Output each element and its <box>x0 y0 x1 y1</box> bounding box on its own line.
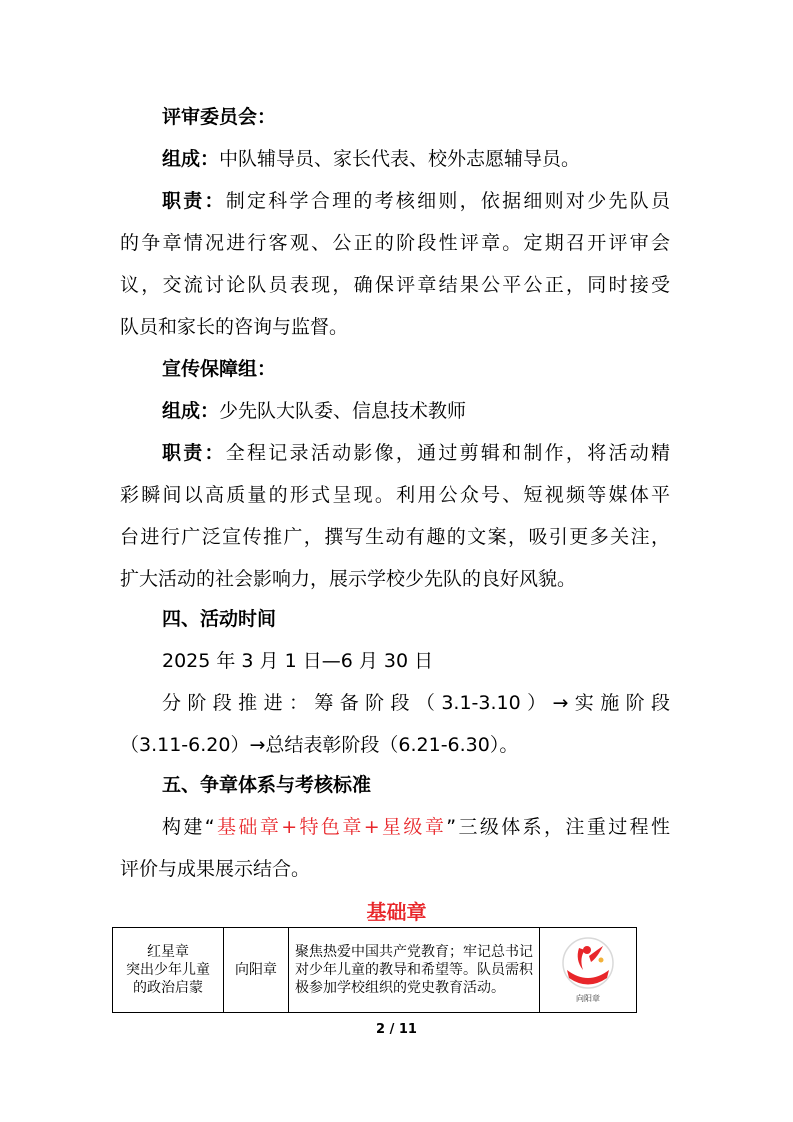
table-title: 基础章 <box>366 900 427 924</box>
table-row <box>113 928 637 1013</box>
badge-description: 聚焦热爱中国共产党教育；牢记总书记对少年儿童的教导和希望等。队员需积极参加学校组织的党史教育活动。 <box>295 944 533 996</box>
committee-duty-line-2: 的争章情况进行客观、公正的阶段性评章。定期召开评审会 <box>120 232 670 254</box>
page-number: 2 / 11 <box>376 1022 417 1037</box>
section4-heading: 四、活动时间 <box>162 608 277 630</box>
publicity-duty-text: 全程记录活动影像，通过剪辑和制作，将活动精 <box>225 442 670 464</box>
badge-category-line-2: 突出少年儿童 <box>126 962 210 978</box>
committee-members-text: 中队辅导员、家长代表、校外志愿辅导员。 <box>219 148 581 170</box>
publicity-members <box>162 398 466 424</box>
section5-heading: 五、争章体系与考核标准 <box>162 774 372 796</box>
section5-intro-highlight: 基础章+特色章+星级章 <box>214 816 447 838</box>
badge-emblem-icon <box>557 936 619 994</box>
committee-duty-line-3: 议，交流讨论队员表现，确保评章结果公平公正，同时接受 <box>120 274 670 296</box>
badge-category-cell <box>113 928 224 1013</box>
section4-date: 2025 年 3 月 1 日—6 月 30 日 <box>162 650 434 672</box>
committee-members <box>162 146 580 172</box>
badge-category-line-3: 的政治启蒙 <box>133 980 203 996</box>
publicity-members-text: 少先队大队委、信息技术教师 <box>219 400 467 422</box>
publicity-duty-line-2: 彩瞬间以高质量的形式呈现。利用公众号、短视频等媒体平 <box>120 484 670 506</box>
section5-intro-line-1 <box>162 814 670 840</box>
badge-description-cell <box>289 928 540 1013</box>
section4-phase-line-2: （3.11-6.20）→总结表彰阶段（6.21-6.30）。 <box>120 734 519 756</box>
badge-table <box>112 927 637 1013</box>
badge-caption: 向阳章 <box>576 994 600 1003</box>
badge-image-cell <box>540 928 637 1013</box>
committee-duty-line-4: 队员和家长的咨询与监督。 <box>120 316 349 338</box>
publicity-duty-line-4: 扩大活动的社会影响力，展示学校少先队的良好风貌。 <box>120 568 577 590</box>
badge-name-cell <box>224 928 289 1013</box>
section5-intro-prefix: 构建“ <box>162 816 215 838</box>
section4-phase-line-1: 分阶段推进：筹备阶段（3.1-3.10）→实施阶段 <box>162 692 670 714</box>
publicity-duty-line-3: 台进行广泛宣传推广，撰写生动有趣的文案，吸引更多关注， <box>120 526 670 548</box>
publicity-heading: 宣传保障组： <box>162 358 277 380</box>
publicity-members-label: 组成： <box>162 400 220 422</box>
badge-name: 向阳章 <box>235 962 277 978</box>
committee-heading: 评审委员会： <box>162 106 277 128</box>
committee-duty-line-1 <box>162 188 670 214</box>
publicity-duty-label: 职责： <box>162 442 226 464</box>
committee-duty-label: 职责： <box>162 190 226 212</box>
publicity-duty-line-1 <box>162 440 670 466</box>
badge-category-line-1: 红星章 <box>147 944 189 960</box>
section5-intro-line-2: 评价与成果展示结合。 <box>120 858 311 880</box>
committee-members-label: 组成： <box>162 148 220 170</box>
section5-intro-suffix: ”三级体系，注重过程性 <box>446 816 671 838</box>
committee-duty-text: 制定科学合理的考核细则，依据细则对少先队员 <box>225 190 670 212</box>
